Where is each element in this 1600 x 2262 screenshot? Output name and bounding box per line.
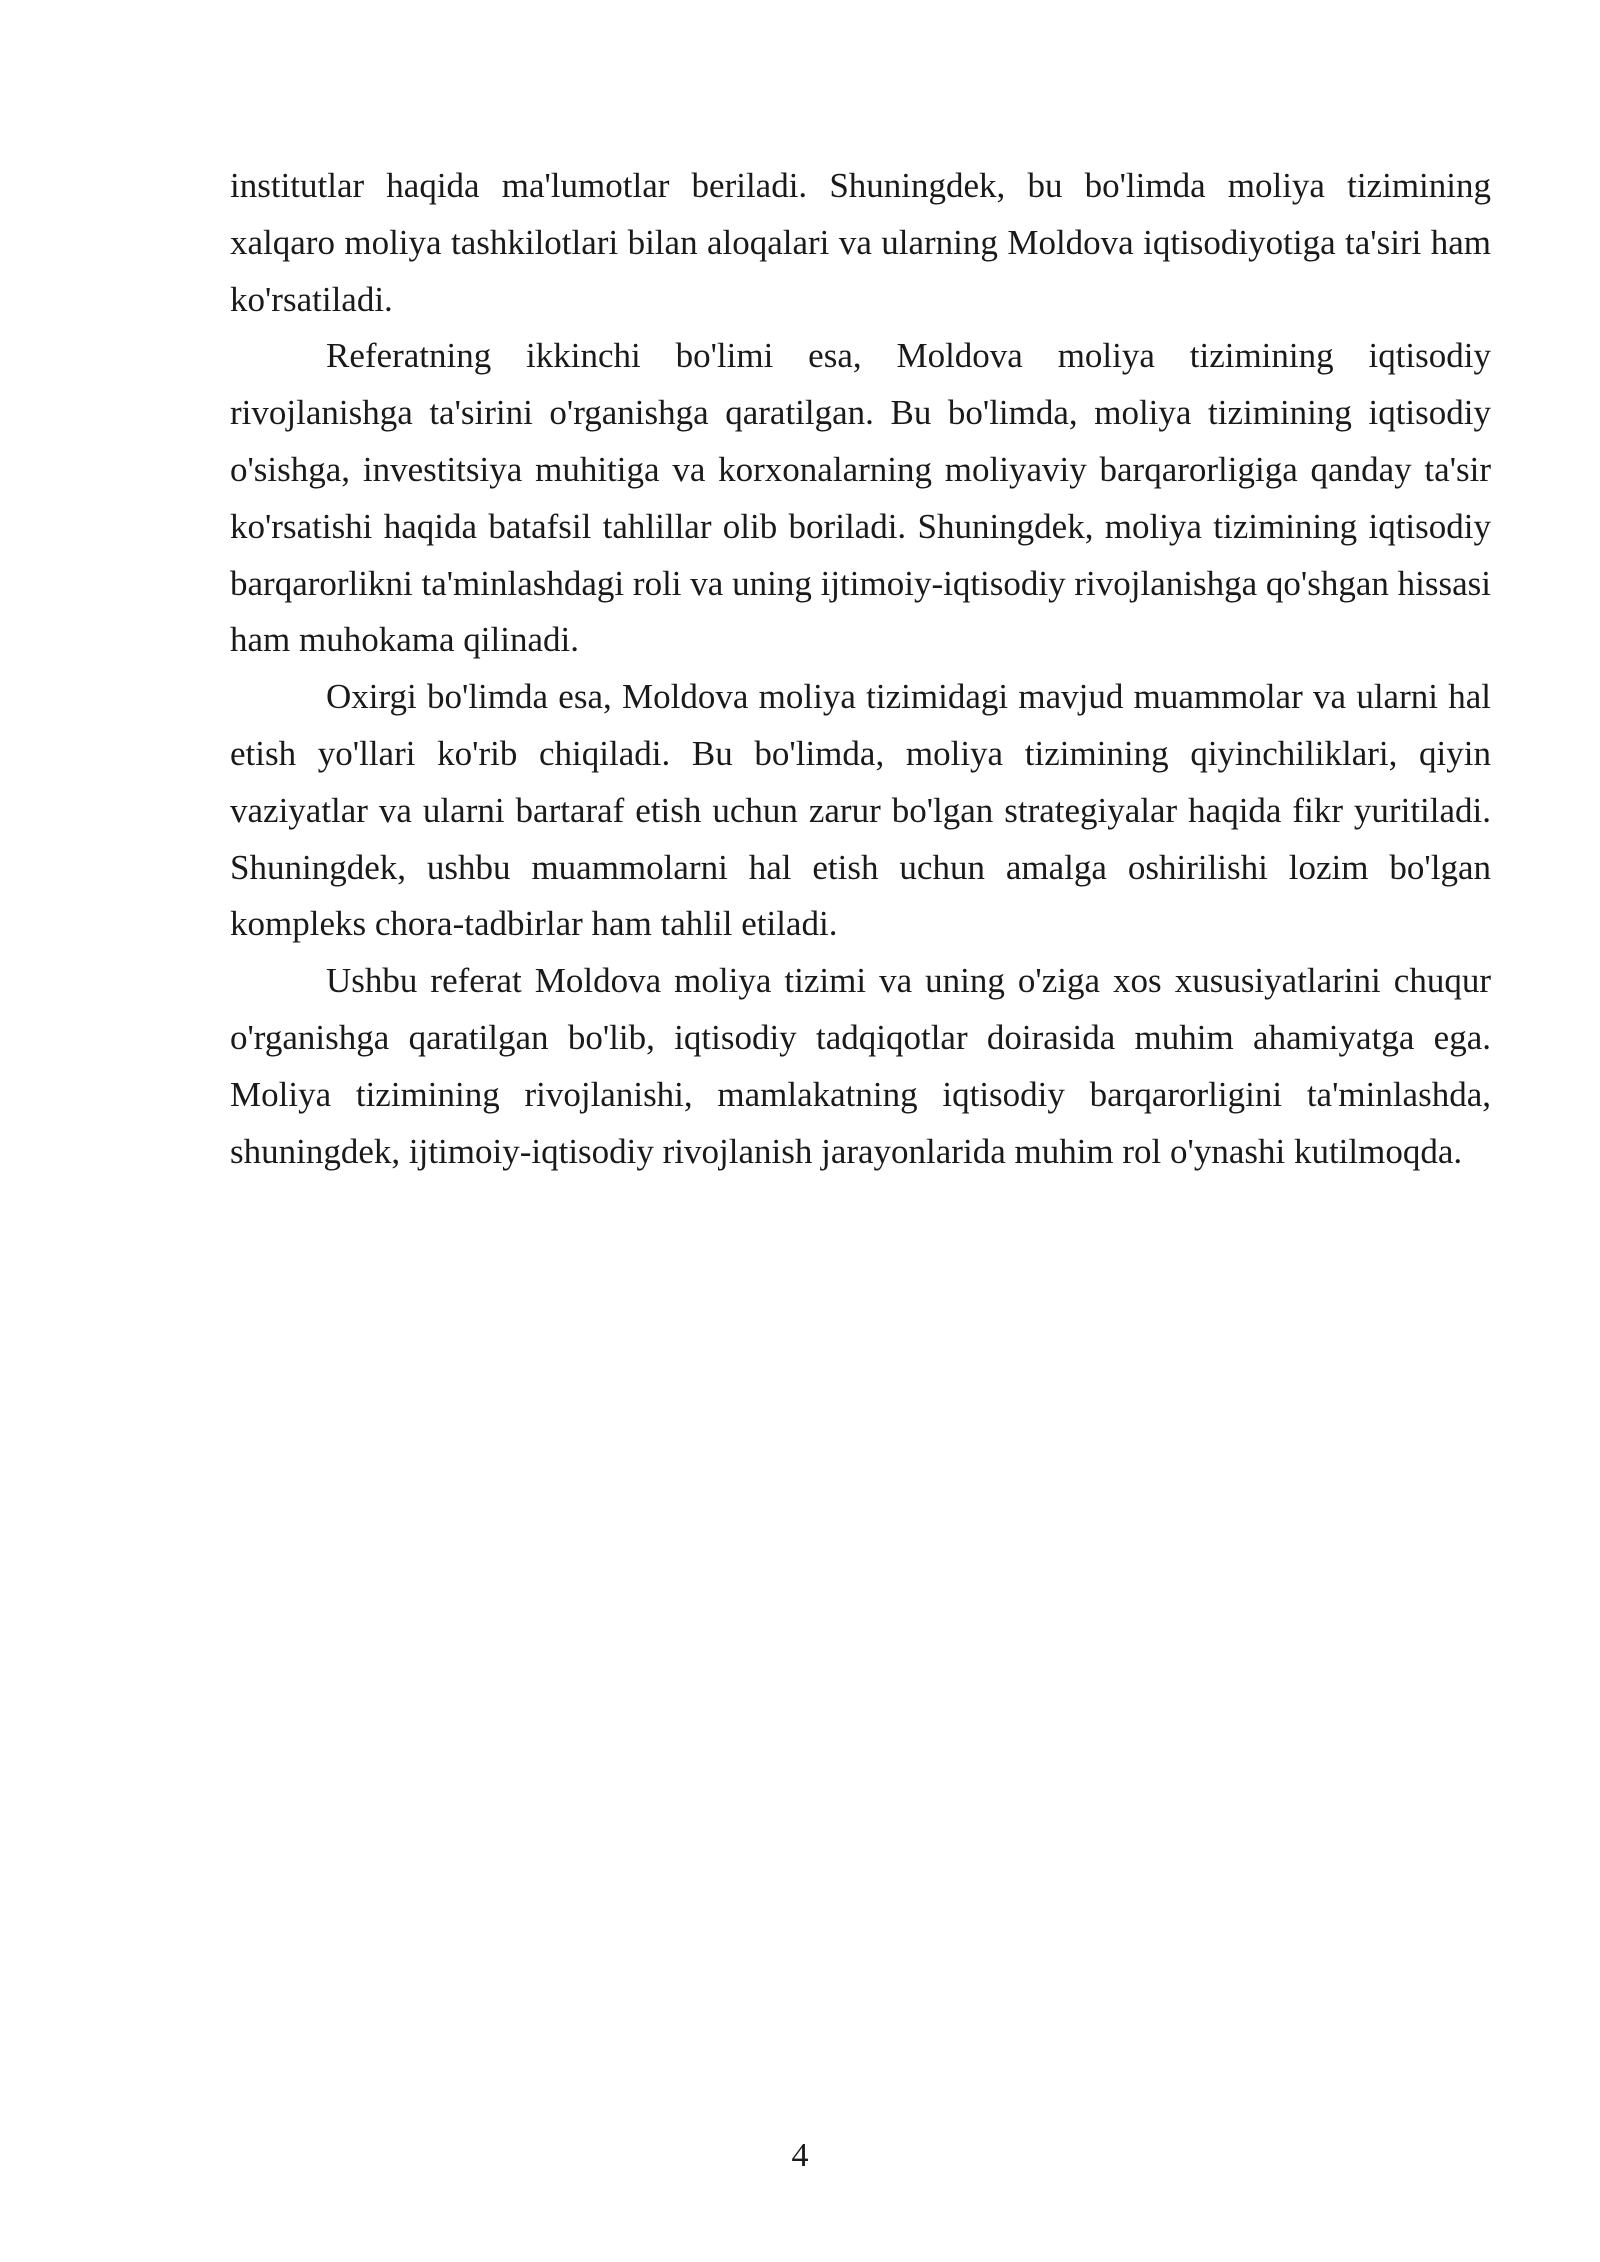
page-number: 4 <box>791 2137 809 2174</box>
body-text <box>230 158 1491 1180</box>
paragraph-second-section: Referatning ikkinchi bo'limi esa, Moldova moliya tizimining iqtisodiy rivojlanishga ta'sirini o'rganishga qaratilgan. Bu bo'limda, moliya tizimining iqtisodiy o'sishga, investitsiya muhitiga va korxonalarning moliyaviy barqarorligiga qanday ta'sir ko'rsatishi haqida batafsil tahlillar olib boriladi. Shuningdek, moliya tizimining iqtisodiy barqarorlikni ta'minlashdagi roli va uning ijtimoiy-iqtisodiy rivojlanishga qo'shgan hissasi ham muhokama qilinadi. <box>230 336 1491 660</box>
paragraph-continuation: institutlar haqida ma'lumotlar beriladi. Shuningdek, bu bo'limda moliya tizimining xalqaro moliya tashkilotlari bilan aloqalari va ularning Moldova iqtisodiyotiga ta'siri ham ko'rsatiladi. <box>230 166 1491 319</box>
paragraph-last-section: Oxirgi bo'limda esa, Moldova moliya tizimidagi mavjud muammolar va ularni hal etish yo'llari ko'rib chiqiladi. Bu bo'limda, moliya tizimining qiyinchiliklari, qiyin vaziyatlar va ularni bartaraf etish uchun zarur bo'lgan strategiyalar haqida fikr yuritiladi. Shuningdek, ushbu muammolarni hal etish uchun amalga oshirilishi lozim bo'lgan kompleks chora-tadbirlar ham tahlil etiladi. <box>230 677 1491 944</box>
paragraph-conclusion: Ushbu referat Moldova moliya tizimi va uning o'ziga xos xususiyatlarini chuqur o'rganishga qaratilgan bo'lib, iqtisodiy tadqiqotlar doirasida muhim ahamiyatga ega. Moliya tizimining rivojlanishi, mamlakatning iqtisodiy barqarorligini ta'minlashda, shuningdek, ijtimoiy-iqtisodiy rivojlanish jarayonlarida muhim rol o'ynashi kutilmoqda. <box>230 961 1491 1171</box>
